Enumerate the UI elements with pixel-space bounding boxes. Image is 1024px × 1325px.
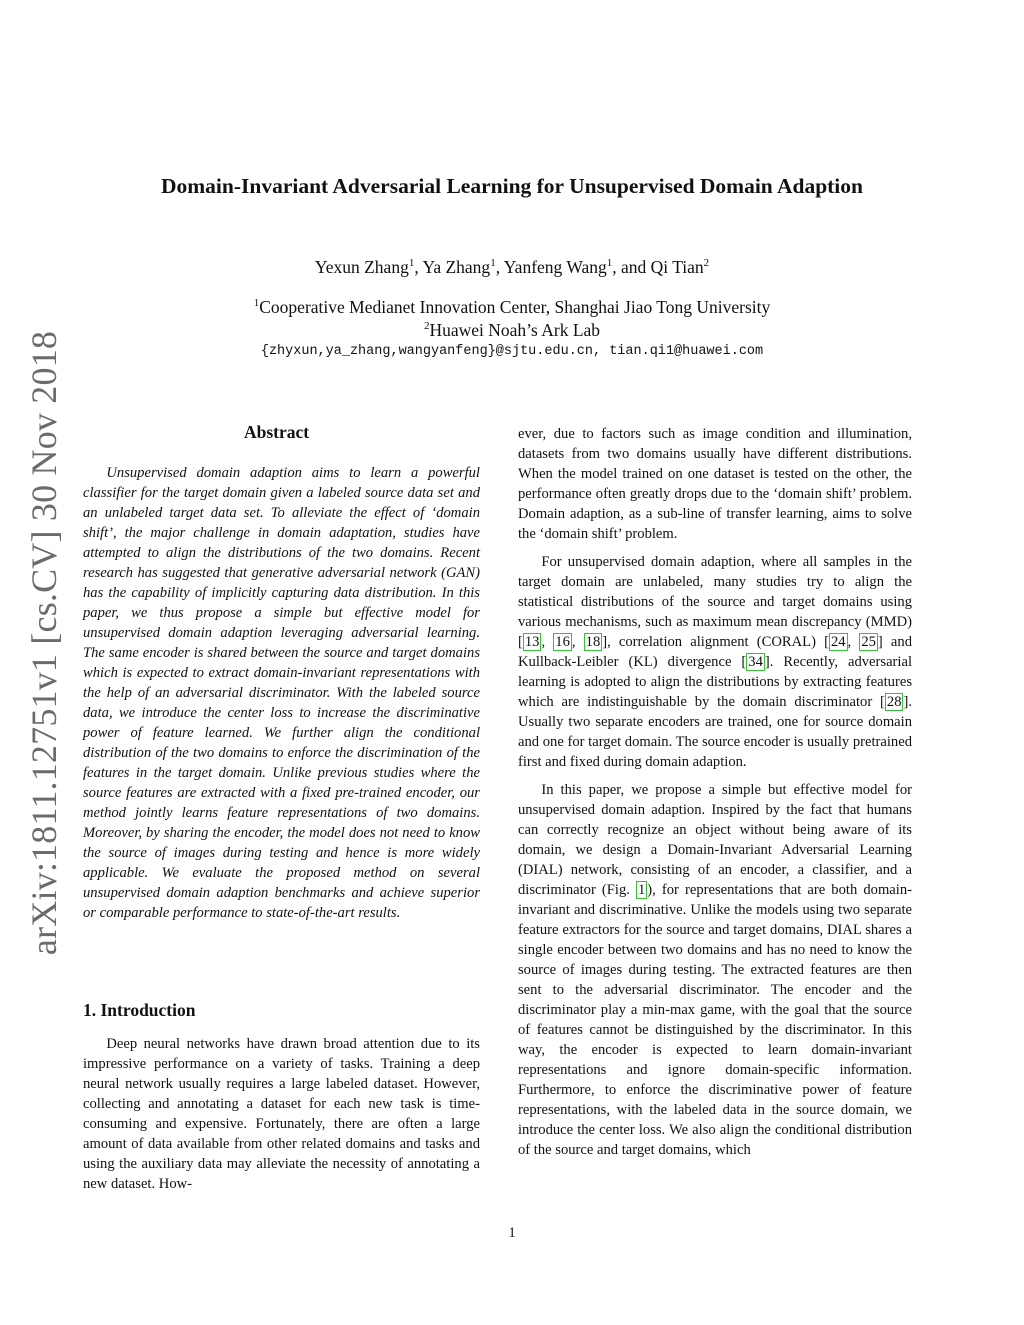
body-paragraph: For unsupervised domain adaption, where all samples in the target domain are unlabeled, many studies try to align the statistical distributions of the source and target domains using various mechanisms, such as maximum mean discrepancy (MMD) [ 13 , 16 , 18 ], correlation alignment (CORAL) [ 24 , 25 ] and Kullback-Leibler (KL) divergence [ 34 ]. Recently, adversarial learning is adopted to align the distributions by extracting features which are indistinguishable by the domain discriminator [ 28 ]. Usually two separate encoders are trained, one for source domain and one for target domain. The source encoder is usually pretrained first and fixed during domain adaption.: [518, 554, 912, 770]
right-column: [518, 424, 912, 1168]
page-number: 1: [508, 1225, 516, 1241]
affiliation-marker: 1: [606, 257, 613, 270]
author-emails: {zhyxun,ya_zhang,wangyanfeng}@sjtu.edu.cn, tian.qi1@huawei.com: [260, 344, 764, 359]
arxiv-sidebar-stamp: [22, 330, 66, 956]
citation-link[interactable]: 16: [555, 634, 570, 650]
abstract-body: Unsupervised domain adaption aims to learn a powerful classifier for the target domain given a labeled source data set and an unlabeled target data set. To alleviate the effect of ‘domain shift’, the major challenge in domain adaptation, studies have attempted to align the distributions of the two domains. Recent research has suggested that generative adversarial network (GAN) has the capability of implicitly capturing data distribution. In this paper, we thus propose a simple but effective model for unsupervised domain adaption leveraging adversarial learning. The same encoder is shared between the source and target domains which is expected to extract domain-invariant representations with the help of an adversarial discriminator. With the labeled source data, we introduce the center loss to increase the discriminative power of feature learned. We further align the conditional distribution of the two domains to enforce the discrimination of the features in the target domain. Unlike previous studies where the source features are extracted with a fixed pre-trained encoder, our method jointly learns feature representations of two domains. Moreover, by sharing the encoder, the model does not need to know the source of images during testing and hence is more widely applicable. We evaluate the proposed method on several unsupervised domain adaption benchmarks and achieve superior or comparable performance to state-of-the-art results.: [83, 465, 480, 921]
affiliation-marker: 1: [253, 297, 260, 310]
citation-link[interactable]: 25: [861, 634, 876, 650]
citation-link[interactable]: 18: [585, 634, 601, 650]
author-list: [0, 257, 1024, 278]
arxiv-identifier: arXiv:1811.12751v1 [cs.CV] 30 Nov 2018: [24, 330, 64, 956]
introduction-heading: 1. Introduction: [83, 1000, 196, 1020]
paper-title: Domain-Invariant Adversarial Learning for Unsupervised Domain Adaption: [160, 174, 863, 198]
body-paragraph: ever, due to factors such as image condition and illumination, datasets from two domains usually have different distributions. When the model trained on one dataset is tested on the other, the performance often greatly drops due to the ‘domain shift’ problem. Domain adaption, as a sub-line of transfer learning, aims to solve the ‘domain shift’ problem.: [518, 426, 912, 542]
abstract-heading: Abstract: [244, 422, 310, 442]
author-name: Qi Tian: [650, 257, 704, 277]
author-name: Yanfeng Wang: [503, 257, 607, 277]
body-text: ] and Kullback-Leibler (KL) divergence [: [518, 634, 912, 670]
affiliation-marker: 1: [490, 257, 496, 270]
author-name: Yexun Zhang: [314, 257, 409, 277]
affiliation-text: Cooperative Medianet Innovation Center, Shanghai Jiao Tong University: [259, 297, 771, 317]
body-paragraph: [518, 780, 912, 1160]
affiliation-text: Huawei Noah’s Ark Lab: [429, 320, 601, 340]
citation-link[interactable]: 28: [886, 694, 902, 710]
body-text: ], correlation alignment (CORAL) [: [602, 634, 829, 650]
author-name: Ya Zhang: [422, 257, 491, 277]
introduction-paragraph: Deep neural networks have drawn broad attention due to its impressive performance on a variety of tasks. Training a deep neural network usually requires a large labeled dataset. However, collecting and annotating a dataset for each new task is time-consuming and expensive. Fortunately, there are often a large amount of data available from other related domains and tasks and using the auxiliary data may alleviate the necessity of annotating a new dataset. How-: [83, 1036, 480, 1192]
body-text: ), for representations that are both domain-invariant and discriminative. Unlike the models using two separate feature extractors for the source and target domains, DIAL shares a single encoder between two domains and has no need to know the source of images during testing. The extracted features are then sent to the adversarial discriminator. The encoder and the discriminator play a min-max game, with the goal that the source of features cannot be distinguished by the discriminator. In this way, the encoder is expected to learn domain-invariant representations and ignore domain-specific information. Furthermore, to enforce the discriminative power of feature representations, with the labeled data in the source domain, we introduce the center loss. We also align the conditional distribution of the source and target domains, which: [518, 882, 912, 1158]
affiliation-marker: 2: [423, 320, 430, 333]
citation-link[interactable]: 13: [524, 634, 540, 650]
body-text: ]. Usually two separate encoders are trained, one for source domain and one for target domain. The source encoder is usually pretrained first and fixed during domain adaption.: [518, 694, 912, 770]
author-separator: ,: [495, 257, 504, 277]
body-text: For unsupervised domain adaption, where all samples in the target domain are unlabeled, many studies try to align the statistical distributions of the source and target domains using various mechanisms, such as maximum mean discrepancy (MMD) [: [518, 554, 912, 650]
body-text: ]. Recently, adversarial learning is adopted to align the distributions by extracting features which are indistinguishable by the domain discriminator [: [518, 654, 912, 710]
affiliation-1: [0, 297, 1024, 318]
citation-link[interactable]: 24: [830, 634, 846, 650]
citation-link[interactable]: 34: [748, 654, 763, 670]
affiliation-marker: 2: [703, 257, 710, 270]
author-separator: , and: [612, 257, 651, 277]
affiliation-marker: 1: [408, 257, 415, 270]
author-separator: ,: [414, 257, 423, 277]
affiliation-2: [0, 320, 1024, 341]
body-text: In this paper, we propose a simple but effective model for unsupervised domain adaption. Inspired by the fact that humans can correctly recognize an object without being aware of its domain, we design a Domain-Invariant Adversarial Learning (DIAL) network, consisting of an encoder, a classifier, and a discriminator (Fig.: [518, 782, 912, 898]
figure-link[interactable]: 1: [637, 882, 646, 898]
